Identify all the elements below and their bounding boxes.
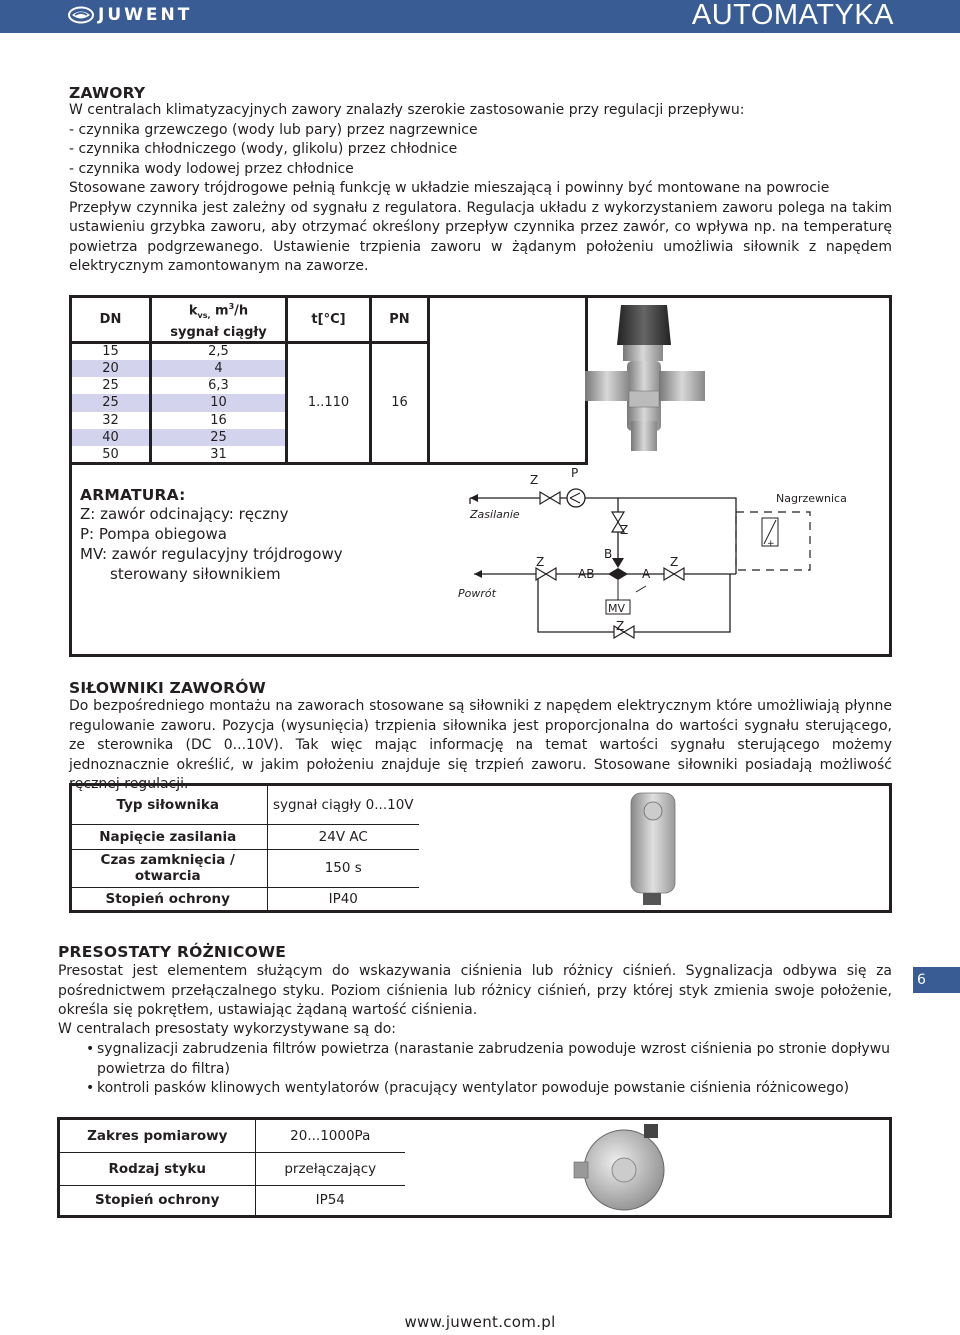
presostaty-intro: W centralach presostaty wykorzystywane są do:	[58, 1021, 397, 1037]
juwent-logo	[68, 3, 192, 27]
section-title-presostaty: PRESOSTATY RÓŻNICOWE	[58, 943, 287, 961]
pump-icon	[567, 489, 585, 507]
label-nagrzewnica: Nagrzewnica	[776, 492, 847, 505]
label-powrot: Powrót	[458, 587, 496, 600]
table-row	[69, 824, 419, 849]
kvs-cell: 6,3	[151, 377, 287, 394]
dn-cell: 20	[71, 360, 151, 377]
return-arrow-icon	[474, 570, 482, 578]
zawory-line: - czynnika grzewczego (wody lub pary) przez nagrzewnice	[69, 121, 478, 138]
header-dn: DN	[71, 297, 151, 343]
label-z-return-left: Z	[536, 555, 545, 569]
kvs-cell: 2,5	[151, 342, 287, 359]
pn-cell: 16	[371, 342, 429, 463]
label-plus: +	[767, 539, 775, 549]
label-zasilanie: Zasilanie	[470, 508, 520, 521]
page-header	[0, 0, 960, 33]
header-photo-area	[429, 297, 587, 343]
zawory-line: - czynnika chłodniczego (wody, glikolu) przez chłodnice	[69, 141, 458, 157]
table-row	[69, 786, 419, 824]
dn-cell: 15	[71, 342, 151, 359]
zawory-line: Stosowane zawory trójdrogowe pełnią funkcję w układzie mieszającą i powinny być montowane na powrocie	[69, 180, 830, 196]
pressostat-label: Zakres pomiarowy	[60, 1120, 255, 1152]
armatura-title: ARMATURA:	[80, 486, 186, 504]
label-z-supply: Z	[530, 473, 539, 487]
dn-cell: 25	[71, 394, 151, 411]
juwent-logo-mark-icon	[68, 6, 94, 24]
table-row	[60, 1152, 405, 1185]
kvs-cell: 25	[151, 429, 287, 446]
dn-cell: 50	[71, 446, 151, 463]
label-mv: MV	[608, 602, 626, 615]
label-b: B	[604, 547, 613, 561]
actuator-label: Typ siłownika	[69, 786, 267, 824]
pressostat-label: Stopień ochrony	[60, 1185, 255, 1215]
shutoff-valve-vertical-icon	[612, 512, 624, 522]
silowniki-paragraph: Do bezpośredniego montażu na zaworach stosowane są siłowniki z napędem elektrycznym które umożliwiają płynne regulowanie zaworu. Pozycja (wysunięcia) trzpienia siłownika jest proporcjonalna do wartości sygnału sterującego, ze sterownika (DC 0...10V). Tak więc mając informację na temat wartości sygnału sterującego możemy jednoznacznie określić, w jakim położeniu znajduje się trzpień zaworu. Stosowane siłowniki posiadają możliwość ręcznej regulacji.	[69, 698, 892, 792]
dn-cell: 25	[71, 377, 151, 394]
bullet-icon: •	[86, 1080, 95, 1096]
header-kvs	[151, 297, 287, 343]
actuator-value: 150 s	[267, 849, 419, 887]
kvs-cell: 10	[151, 394, 287, 411]
label-pump: P	[571, 466, 579, 480]
list-item	[86, 1040, 892, 1079]
presostaty-paragraph: Presostat jest elementem służącym do wskazywania ciśnienia lub różnicy ciśnień. Sygnalizacja odbywa się za pośrednictwem przełączalnego styku. Poziom ciśnienia lub różnicy ciśnień, przy której styk zmienia swoje położenie, określa się pokrętłem, ustawiając żądaną wartość ciśnienia.	[58, 963, 892, 1018]
table-row	[60, 1120, 405, 1152]
pressostat-value: IP54	[255, 1185, 405, 1215]
bullet-icon: •	[86, 1041, 95, 1057]
armatura-list	[80, 504, 343, 584]
section-title-silowniki: SIŁOWNIKI ZAWORÓW	[69, 679, 266, 697]
presostaty-bullets	[86, 1040, 892, 1099]
valve-table-header	[71, 297, 587, 343]
label-z-vertical: Z	[620, 523, 629, 537]
list-item	[86, 1079, 892, 1099]
pressostat-label: Rodzaj styku	[60, 1152, 255, 1185]
actuator-label: Napięcie zasilania	[69, 824, 267, 849]
actuator-label: Stopień ochrony	[69, 887, 267, 911]
table-row	[71, 342, 587, 359]
kvs-sub: vs,	[197, 310, 211, 320]
three-way-valve-image	[583, 303, 713, 453]
zawory-line: - czynnika wody lodowej przez chłodnice	[69, 160, 354, 177]
kvs-cell: 4	[151, 360, 287, 377]
table-row	[69, 887, 419, 911]
footer-url[interactable]: www.juwent.com.pl	[404, 1313, 556, 1331]
bullet-text: kontroli pasków klinowych wentylatorów (pracujący wentylator powoduje powstanie ciśnienia różnicowego)	[97, 1080, 850, 1096]
header-kvs-signal: sygnał ciągły	[170, 324, 267, 340]
header-title: AUTOMATYKA	[691, 0, 894, 31]
kvs-tail: /h	[234, 303, 249, 319]
shutoff-valve-icon	[540, 492, 550, 504]
actuator-image	[625, 791, 680, 906]
pressostat-value: przełączający	[255, 1152, 405, 1185]
header-pn: PN	[371, 297, 429, 343]
dn-cell: 40	[71, 429, 151, 446]
armatura-item: sterowany siłownikiem	[110, 565, 281, 583]
kvs-cell: 16	[151, 412, 287, 429]
table-row	[69, 849, 419, 887]
actuator-value: IP40	[267, 887, 419, 911]
header-temp: t[°C]	[287, 297, 371, 343]
actuator-value: sygnał ciągły 0...10V	[267, 786, 419, 824]
mixing-valve-icon	[608, 568, 618, 580]
armatura-item: Z: zawór odcinający: ręczny	[80, 505, 289, 523]
temp-cell: 1..110	[287, 342, 371, 463]
supply-arrow-icon	[470, 494, 478, 502]
label-z-return-right: Z	[670, 555, 679, 569]
table-row	[60, 1185, 405, 1215]
bullet-text: sygnalizacji zabrudzenia filtrów powietrza (narastanie zabrudzenia powoduje wzrost ciśnienia po stronie dopływu powietrza do filtra)	[97, 1041, 891, 1077]
zawory-paragraph: Przepływ czynnika jest zależny od sygnału z regulatora. Regulacja układu z wykorzystaniem zaworu polega na takim ustawieniu grzybka zaworu, aby otrzymać określony przepływ czynnika przez zawór, co wpływa np. na temperaturę powietrza podgrzewanego. Ustawienie trzpienia zaworu w żądanym położeniu umożliwia siłownik z napędem elektrycznym zamontowanym na zaworze.	[69, 199, 892, 274]
armatura-item: P: Pompa obiegowa	[80, 525, 227, 543]
zawory-intro	[69, 101, 892, 277]
actuator-label: Czas zamknięcia / otwarcia	[69, 849, 267, 887]
kvs-symbol: k	[188, 303, 198, 319]
section-title-zawory: ZAWORY	[69, 84, 146, 102]
armatura-item: MV: zawór regulacyjny trójdrogowy	[80, 545, 343, 563]
pressostat-image	[572, 1122, 674, 1214]
hydraulic-diagram	[440, 462, 885, 647]
label-ab: AB	[578, 567, 595, 581]
logo-text: JUWENT	[98, 5, 193, 25]
valve-table	[69, 295, 588, 465]
label-a: A	[642, 567, 651, 581]
actuator-value: 24V AC	[267, 824, 419, 849]
zawory-line: W centralach klimatyzacyjnych zawory znalazły szerokie zastosowanie przy regulacji przepływu:	[69, 102, 745, 118]
kvs-unit: m	[210, 303, 229, 319]
photo-cell	[429, 342, 587, 463]
pressostat-table	[60, 1120, 405, 1215]
actuator-table	[69, 786, 419, 911]
label-z-bottom: Z	[616, 619, 625, 633]
kvs-sup: 3	[228, 302, 235, 311]
pressostat-value: 20...1000Pa	[255, 1120, 405, 1152]
chapter-tab: 6	[913, 967, 960, 993]
kvs-cell: 31	[151, 446, 287, 463]
dn-cell: 32	[71, 412, 151, 429]
